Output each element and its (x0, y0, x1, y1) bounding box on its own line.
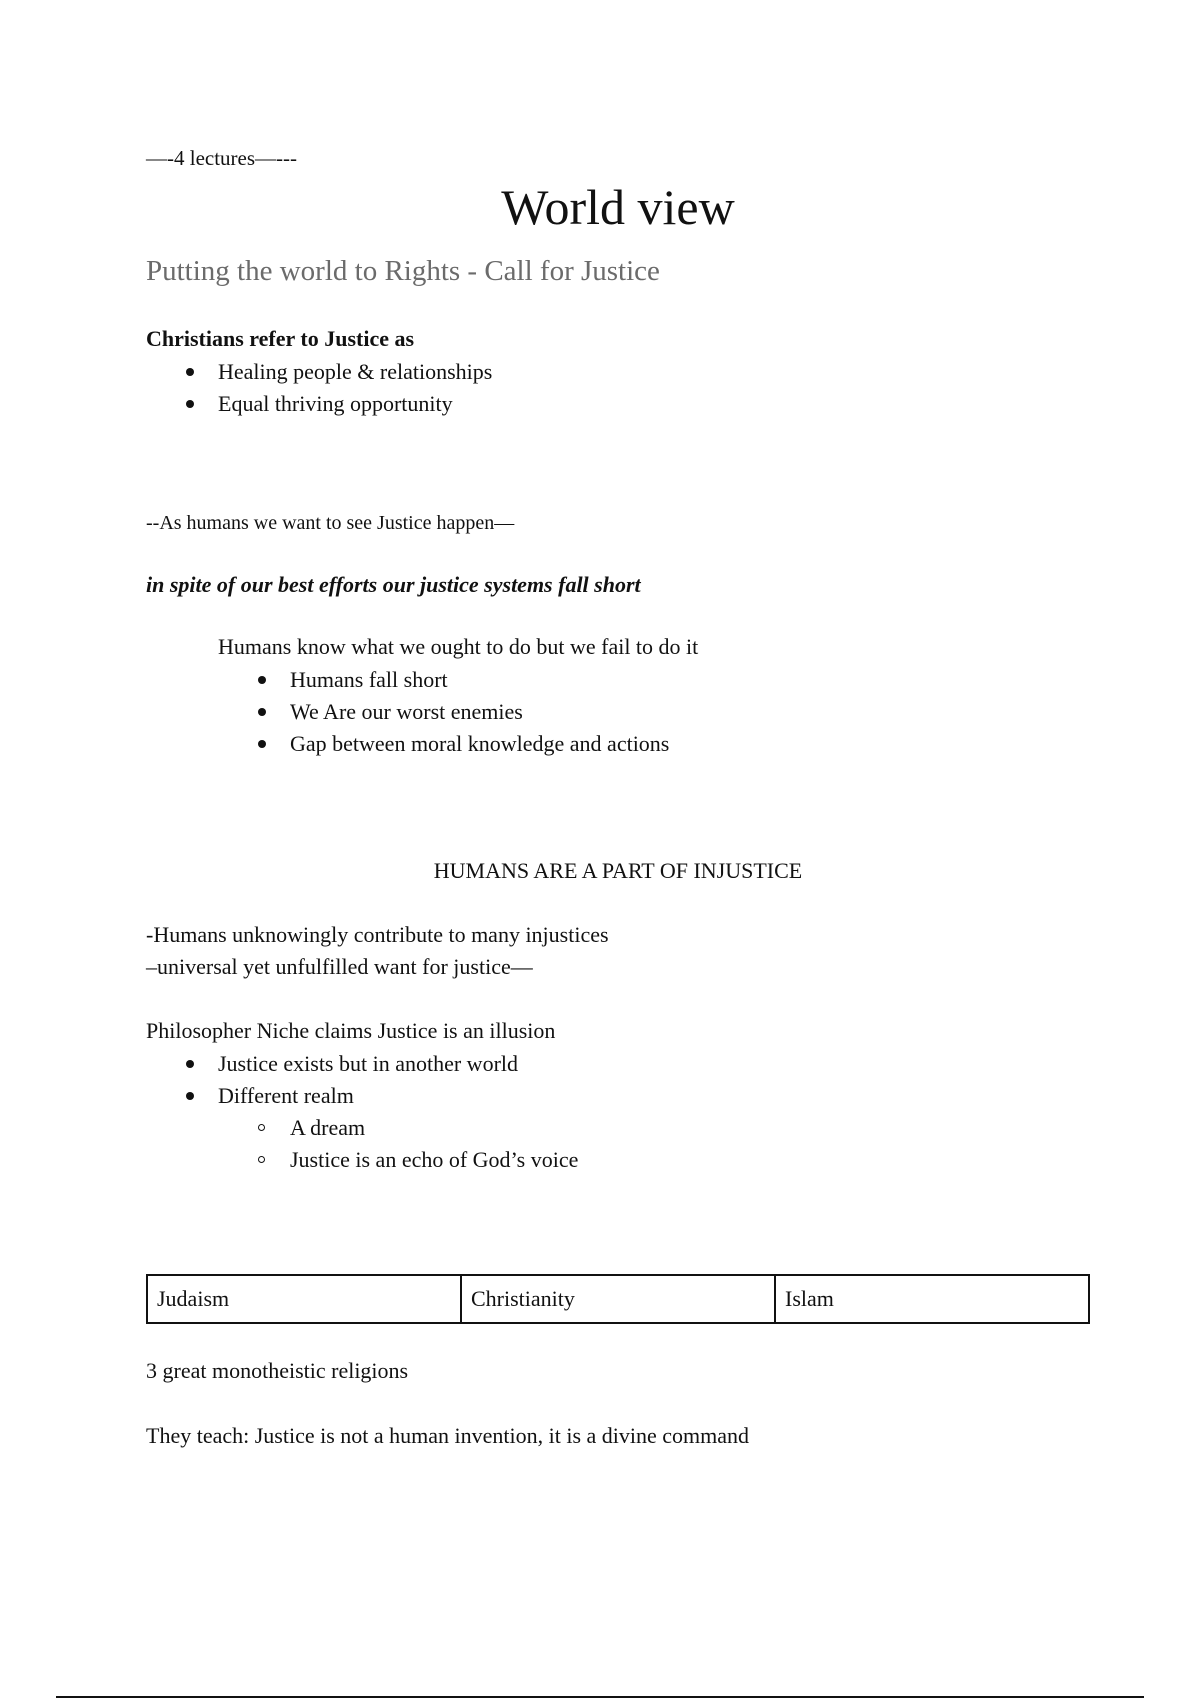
humans-fail-list (290, 664, 669, 760)
unknowing-injustice-line: -Humans unknowingly contribute to many injustices (146, 922, 609, 947)
list-item: A dream (290, 1112, 578, 1144)
bullet-dot-icon (258, 740, 266, 748)
page-bottom-rule (56, 1696, 1144, 1698)
philosopher-claim: Philosopher Niche claims Justice is an illusion (146, 1018, 556, 1043)
page-title: World view (501, 179, 735, 235)
humans-want-justice-note: --As humans we want to see Justice happen— (146, 512, 515, 534)
list-item: Justice is an echo of God’s voice (290, 1144, 578, 1176)
table-row (147, 1275, 1089, 1323)
religions-table (146, 1274, 1090, 1324)
justice-systems-emphasis: in spite of our best efforts our justice systems fall short (146, 572, 641, 597)
list-item: Equal thriving opportunity (218, 388, 492, 420)
bullet-circle-icon (258, 1124, 265, 1131)
bullet-dot-icon (258, 708, 266, 716)
bullet-dot-icon (258, 676, 266, 684)
universal-want-line: –universal yet unfulfilled want for justice— (146, 954, 533, 979)
list-item: Humans fall short (290, 664, 669, 696)
humans-know-lead: Humans know what we ought to do but we fail to do it (218, 634, 699, 659)
table-cell-judaism: Judaism (147, 1275, 461, 1323)
page-subtitle: Putting the world to Rights - Call for Justice (146, 255, 660, 287)
list-item: Gap between moral knowledge and actions (290, 728, 669, 760)
injustice-heading: HUMANS ARE A PART OF INJUSTICE (433, 858, 803, 883)
list-item: Justice exists but in another world (218, 1048, 518, 1080)
bullet-dot-icon (186, 368, 194, 376)
list-item: Healing people & relationships (218, 356, 492, 388)
bullet-dot-icon (186, 1092, 194, 1100)
lectures-note: —-4 lectures—--- (146, 146, 298, 170)
divine-command-line: They teach: Justice is not a human invention, it is a divine command (146, 1423, 750, 1448)
table-cell-islam: Islam (775, 1275, 1089, 1323)
list-item: We Are our worst enemies (290, 696, 669, 728)
monotheistic-caption: 3 great monotheistic religions (146, 1358, 409, 1383)
table-cell-christianity: Christianity (461, 1275, 775, 1323)
justice-illusion-list (218, 1048, 518, 1112)
different-realm-sublist (290, 1112, 578, 1176)
christians-justice-heading: Christians refer to Justice as (146, 326, 415, 351)
list-item: Different realm (218, 1080, 518, 1112)
bullet-dot-icon (186, 1060, 194, 1068)
bullet-circle-icon (258, 1156, 265, 1163)
christian-justice-list (218, 356, 492, 420)
bullet-dot-icon (186, 400, 194, 408)
